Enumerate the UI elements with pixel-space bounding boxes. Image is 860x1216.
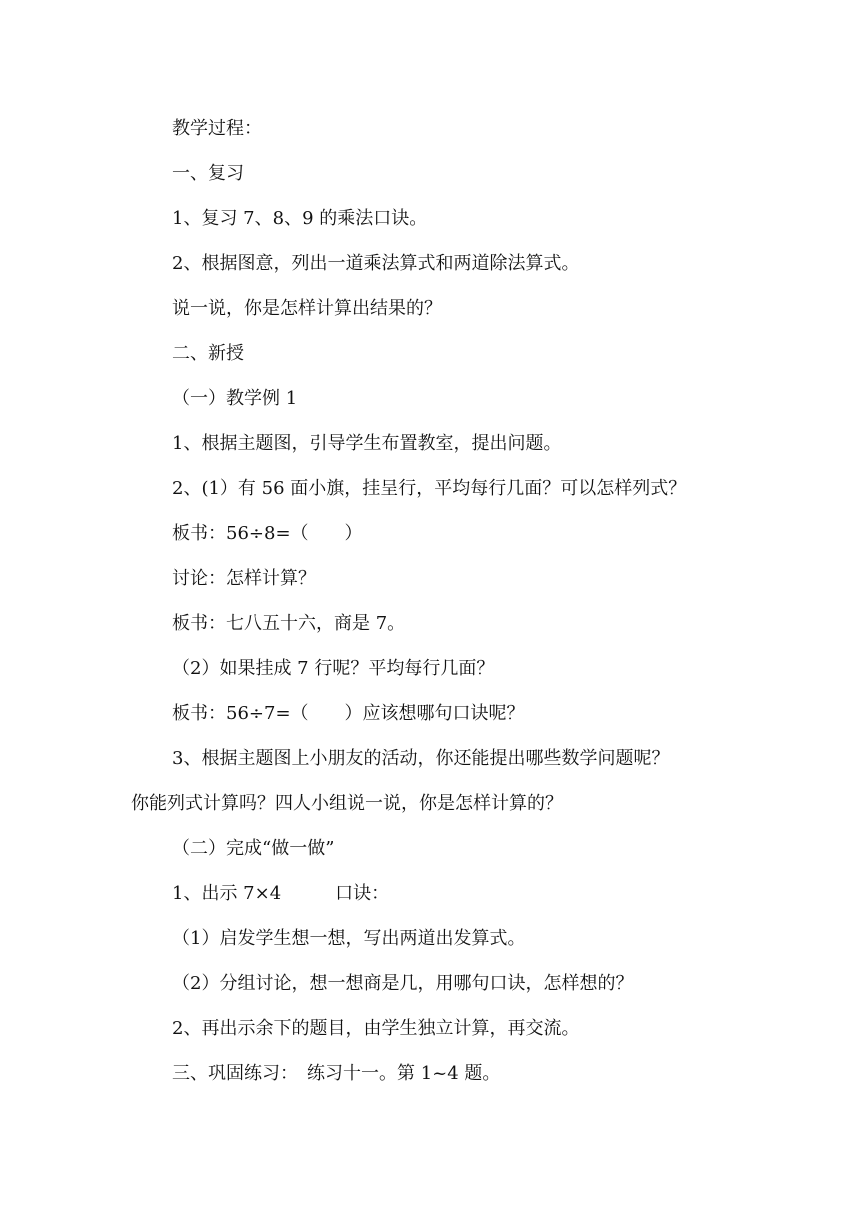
text-line: 你能列式计算吗？四人小组说一说，你是怎样计算的？ [131,793,563,814]
text-line: 1、复习 7、8、9 的乘法口诀。 [172,208,428,229]
text-line: （一）教学例 1 [172,388,298,409]
text-line: 2、根据图意，列出一道乘法算式和两道除法算式。 [172,253,580,274]
text-line: 板书：七八五十六，商是 7。 [172,613,406,634]
text-line: 讨论：怎样计算？ [172,568,316,589]
text-line: 板书：56÷7=（ ）应该想哪句口诀呢？ [172,703,525,724]
text-line: （2）分组讨论，想一想商是几，用哪句口诀，怎样想的？ [172,973,634,994]
text-line: 二、新授 [172,343,244,364]
text-line: 2、再出示余下的题目，由学生独立计算，再交流。 [172,1018,580,1039]
text-line: 3、根据主题图上小朋友的活动，你还能提出哪些数学问题呢？ [172,748,670,769]
text-line: 教学过程： [172,118,262,139]
text-line: 说一说，你是怎样计算出结果的？ [172,298,442,319]
text-line: 1、根据主题图，引导学生布置教室，提出问题。 [172,433,562,454]
text-line: 2、(1）有 56 面小旗，挂呈行，平均每行几面？可以怎样列式？ [172,478,687,499]
text-line: （2）如果挂成 7 行呢？平均每行几面？ [172,658,495,679]
text-line: 一、复习 [172,163,244,184]
text-line: 板书：56÷8=（ ） [172,523,363,544]
text-line: 1、出示 7×4 口诀： [172,883,390,904]
text-line: （二）完成“做一做” [172,838,335,859]
text-line: （1）启发学生想一想，写出两道出发算式。 [172,928,526,949]
text-line: 三、巩固练习： 练习十一。第 1~4 题。 [172,1063,501,1084]
